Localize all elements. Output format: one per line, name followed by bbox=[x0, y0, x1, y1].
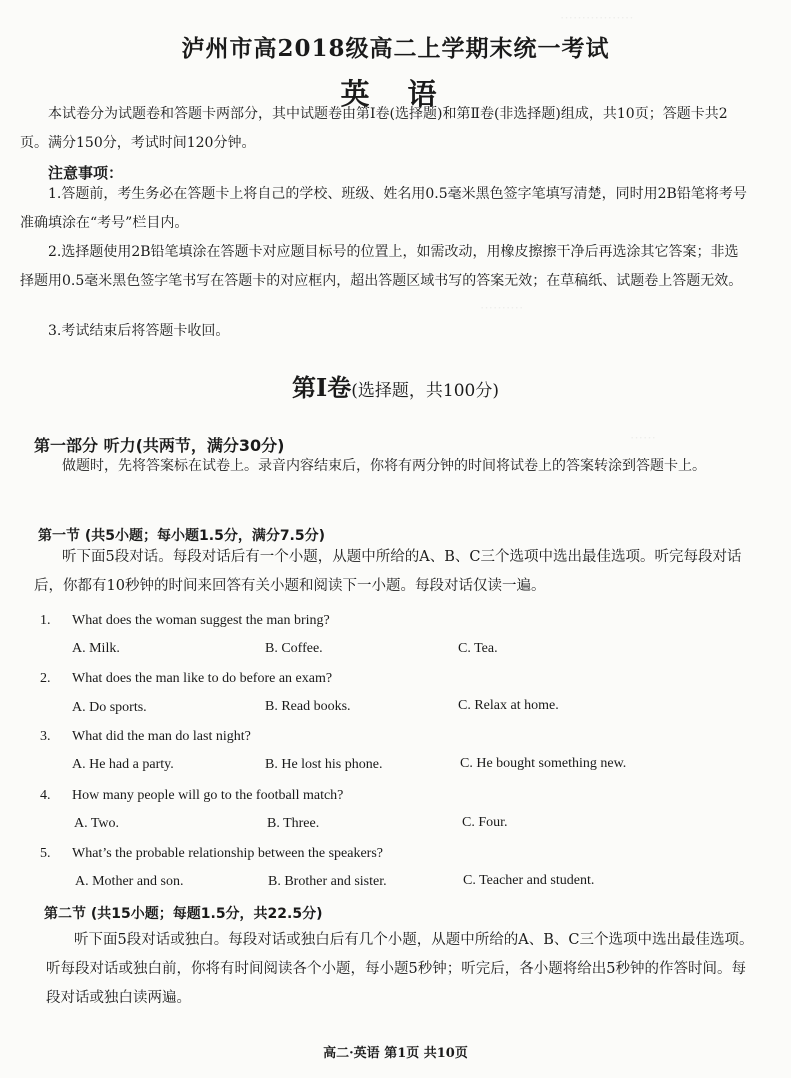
volume-label: 第Ⅰ卷 bbox=[292, 373, 352, 402]
option-a: A. Do sports. bbox=[72, 700, 147, 715]
option-c: C. Four. bbox=[462, 815, 508, 830]
option-b: B. Read books. bbox=[265, 699, 351, 714]
option-c: C. Teacher and student. bbox=[463, 873, 595, 888]
volume-title bbox=[0, 368, 791, 403]
notes-heading: 注意事项： bbox=[48, 164, 124, 182]
subject-title: 英 语 bbox=[340, 77, 451, 111]
question-number: 2. bbox=[40, 671, 51, 686]
option-b: B. Three. bbox=[267, 816, 320, 831]
option-c: C. Tea. bbox=[458, 641, 498, 656]
volume-note: (选择题，共100分) bbox=[351, 381, 499, 401]
page-footer: 高二·英语 第1页 共10页 bbox=[323, 1046, 468, 1061]
question-text: What does the woman suggest the man bring? bbox=[72, 613, 330, 628]
option-a: A. Two. bbox=[74, 816, 120, 831]
section2-title: 第二节 (共15小题；每题1.5分，共22.5分) bbox=[44, 906, 323, 922]
option-a: A. He had a party. bbox=[72, 757, 174, 772]
question-text: What does the man like to do before an exam? bbox=[72, 671, 333, 686]
bleed-through-text: ·········· bbox=[480, 300, 524, 315]
section1-title: 第一节 (共5小题；每小题1.5分，满分7.5分) bbox=[38, 528, 326, 544]
option-b: B. Coffee. bbox=[265, 641, 323, 656]
part1-title: 第一部分 听力(共两节，满分30分) bbox=[34, 436, 285, 455]
section1-description: 听下面5段对话。每段对话后有一个小题，从题中所给的A、B、C三个选项中选出最佳选项。听完每段对话后，你都有10秒钟的时间来回答有关小题和阅读下一小题。每段对话仅读一遍。 bbox=[34, 549, 742, 594]
option-b: B. He lost his phone. bbox=[265, 757, 383, 772]
section2-description: 听下面5段对话或独白。每段对话或独白后有几个小题，从题中所给的A、B、C三个选项中选出最佳选项。听每段对话或独白前，你将有时间阅读各个小题，每小题5秒钟；听完后，各小题将给出5秒钟的作答时间。每段对话或独白读两遍。 bbox=[46, 932, 754, 1006]
question-4 bbox=[40, 788, 343, 804]
exam-title: 泸州市高2018级高二上学期末统一考试 bbox=[181, 35, 610, 62]
bleed-through-text: ······ bbox=[630, 430, 656, 445]
option-a: A. Milk. bbox=[72, 641, 120, 656]
option-c: C. Relax at home. bbox=[458, 698, 559, 713]
part1-description: 做题时，先将答案标在试卷上。录音内容结束后，你将有两分钟的时间将试卷上的答案转涂到答题卡上。 bbox=[62, 458, 706, 474]
question-3 bbox=[40, 729, 251, 745]
note-item-2: 2.选择题使用2B铅笔填涂在答题卡对应题目标号的位置上，如需改动，用橡皮擦擦干净后再选涂其它答案；非选择题用0.5毫米黑色签字笔书写在答题卡的对应框内，超出答题区域书写的答案无效；在草稿纸、试题卷上答题无效。 bbox=[20, 244, 743, 289]
question-text: What’s the probable relationship between the speakers? bbox=[72, 846, 383, 861]
question-text: How many people will go to the football match? bbox=[72, 788, 344, 803]
option-b: B. Brother and sister. bbox=[268, 874, 387, 889]
question-1 bbox=[40, 613, 330, 629]
option-a: A. Mother and son. bbox=[75, 874, 184, 889]
bleed-through-text: ················· bbox=[560, 10, 634, 25]
question-2 bbox=[40, 671, 332, 687]
question-text: What did the man do last night? bbox=[72, 729, 251, 744]
question-number: 4. bbox=[40, 788, 51, 803]
note-item-3: 3.考试结束后将答题卡收回。 bbox=[48, 323, 230, 339]
intro-paragraph: 本试卷分为试题卷和答题卡两部分，其中试题卷由第Ⅰ卷(选择题)和第Ⅱ卷(非选择题)组成，共10页；答题卡共2页。满分150分，考试时间120分钟。 bbox=[20, 106, 728, 151]
question-5 bbox=[40, 846, 383, 862]
note-item-1: 1.答题前，考生务必在答题卡上将自己的学校、班级、姓名用0.5毫米黑色签字笔填写清楚，同时用2B铅笔将考号准确填涂在“考号”栏目内。 bbox=[20, 186, 747, 231]
option-c: C. He bought something new. bbox=[460, 756, 627, 771]
question-number: 5. bbox=[40, 846, 51, 861]
question-number: 3. bbox=[40, 729, 51, 744]
question-number: 1. bbox=[40, 613, 51, 628]
